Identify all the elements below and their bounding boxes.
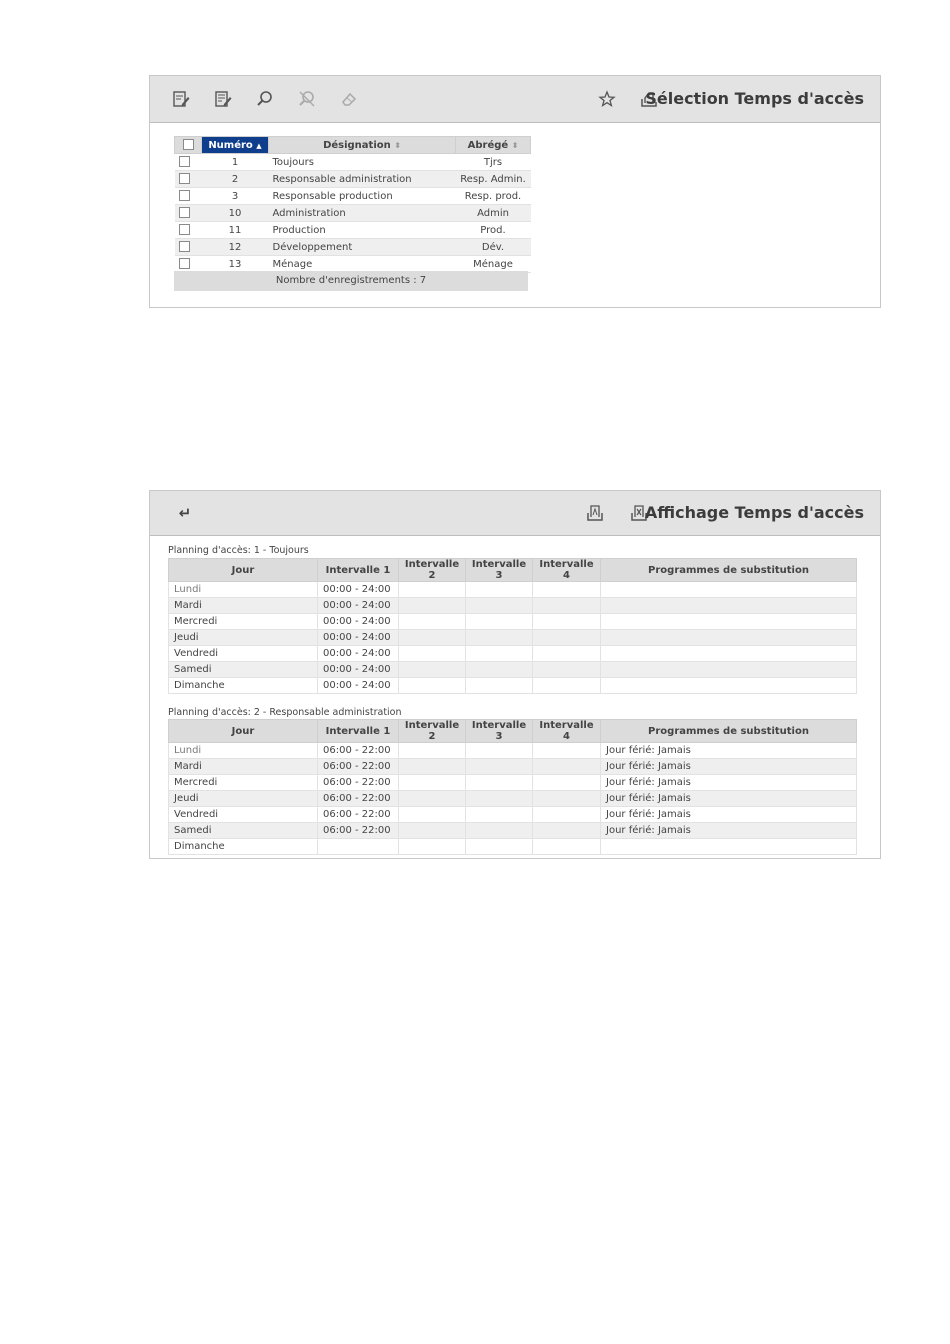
column-header-interval-4: Intervalle 4 [533, 720, 601, 743]
row-checkbox[interactable] [179, 156, 190, 167]
cell-day: Mardi [169, 598, 318, 614]
table-row[interactable] [175, 205, 531, 222]
cell-interval-4 [533, 678, 601, 694]
cell-interval-1: 00:00 - 24:00 [318, 662, 399, 678]
table-row [169, 823, 857, 839]
row-checkbox[interactable] [179, 190, 190, 201]
edit-doc-icon[interactable] [170, 88, 192, 110]
cell-interval-2 [399, 630, 466, 646]
cell-interval-3 [466, 614, 533, 630]
cell-short: Resp. prod. [456, 188, 531, 205]
column-header-interval-4: Intervalle 4 [533, 559, 601, 582]
cell-designation: Administration [269, 205, 456, 222]
cell-interval-3 [466, 775, 533, 791]
cell-interval-2 [399, 582, 466, 598]
cell-interval-2 [399, 791, 466, 807]
cell-number: 12 [202, 239, 269, 256]
table-row [169, 743, 857, 759]
cell-short: Resp. Admin. [456, 171, 531, 188]
column-header-substitution: Programmes de substitution [601, 720, 857, 743]
cell-substitution [601, 678, 857, 694]
cell-number: 13 [202, 256, 269, 273]
cell-day: Jeudi [169, 630, 318, 646]
cell-interval-1: 00:00 - 24:00 [318, 582, 399, 598]
cell-number: 2 [202, 171, 269, 188]
table-row [169, 807, 857, 823]
cell-interval-4 [533, 614, 601, 630]
column-header-designation[interactable]: Désignation ⬍ [269, 137, 456, 154]
cell-interval-4 [533, 807, 601, 823]
row-checkbox[interactable] [179, 173, 190, 184]
eraser-icon[interactable] [338, 88, 360, 110]
cell-number: 10 [202, 205, 269, 222]
cell-number: 11 [202, 222, 269, 239]
table-row[interactable] [175, 222, 531, 239]
cell-designation: Ménage [269, 256, 456, 273]
cell-interval-2 [399, 646, 466, 662]
cell-interval-3 [466, 598, 533, 614]
cell-interval-2 [399, 807, 466, 823]
cell-day: Samedi [169, 823, 318, 839]
cell-interval-3 [466, 630, 533, 646]
column-header-substitution: Programmes de substitution [601, 559, 857, 582]
cell-interval-2 [399, 678, 466, 694]
row-checkbox-cell[interactable] [175, 154, 202, 171]
table-row[interactable] [175, 188, 531, 205]
star-icon[interactable] [596, 88, 618, 110]
cell-day: Vendredi [169, 807, 318, 823]
plan-caption: Planning d'accès: 1 - Toujours [168, 545, 309, 556]
table-row [169, 678, 857, 694]
cell-day: Dimanche [169, 678, 318, 694]
cell-designation: Développement [269, 239, 456, 256]
cell-substitution: Jour férié: Jamais [601, 759, 857, 775]
cell-interval-1: 06:00 - 22:00 [318, 775, 399, 791]
cell-designation: Responsable production [269, 188, 456, 205]
table-row [169, 839, 857, 855]
selection-toolbar [150, 76, 880, 123]
column-header-interval-1: Intervalle 1 [318, 720, 399, 743]
selection-title: Sélection Temps d'accès [645, 89, 864, 108]
cell-interval-2 [399, 598, 466, 614]
column-header-interval-2: Intervalle 2 [399, 559, 466, 582]
display-title: Affichage Temps d'accès [644, 503, 864, 522]
table-row [169, 646, 857, 662]
cell-interval-1: 06:00 - 22:00 [318, 743, 399, 759]
cell-interval-2 [399, 839, 466, 855]
cell-interval-3 [466, 582, 533, 598]
back-icon[interactable]: ↵ [178, 504, 192, 522]
column-header-interval-1: Intervalle 1 [318, 559, 399, 582]
cell-substitution [601, 630, 857, 646]
cell-interval-4 [533, 582, 601, 598]
table-header-row [169, 559, 857, 582]
cell-substitution: Jour férié: Jamais [601, 807, 857, 823]
row-checkbox[interactable] [179, 258, 190, 269]
edit-list-icon[interactable] [212, 88, 234, 110]
cell-interval-1: 06:00 - 22:00 [318, 791, 399, 807]
cell-interval-3 [466, 646, 533, 662]
table-row [169, 791, 857, 807]
cell-day: Lundi [169, 743, 318, 759]
row-checkbox-cell[interactable] [175, 205, 202, 222]
access-plan-table [168, 719, 857, 855]
plan-caption: Planning d'accès: 2 - Responsable administration [168, 707, 402, 718]
table-row [169, 662, 857, 678]
cell-interval-1: 06:00 - 22:00 [318, 759, 399, 775]
cell-interval-3 [466, 662, 533, 678]
cell-interval-2 [399, 743, 466, 759]
cell-interval-4 [533, 646, 601, 662]
table-row [169, 582, 857, 598]
selection-table [174, 136, 531, 273]
cell-day: Mercredi [169, 614, 318, 630]
table-row [169, 598, 857, 614]
cell-interval-2 [399, 823, 466, 839]
select-all-checkbox-cell[interactable] [175, 137, 202, 154]
cell-day: Mardi [169, 759, 318, 775]
cell-substitution: Jour férié: Jamais [601, 743, 857, 759]
cell-day: Vendredi [169, 646, 318, 662]
display-toolbar [150, 491, 880, 536]
table-row[interactable] [175, 239, 531, 256]
cell-interval-1: 06:00 - 22:00 [318, 807, 399, 823]
table-header-row [169, 720, 857, 743]
cell-interval-4 [533, 823, 601, 839]
cell-interval-1 [318, 839, 399, 855]
cell-interval-4 [533, 775, 601, 791]
table-row [169, 759, 857, 775]
column-header-day: Jour [169, 720, 318, 743]
column-header-number[interactable]: Numéro ▲ [202, 137, 269, 154]
cell-day: Mercredi [169, 775, 318, 791]
cell-substitution [601, 839, 857, 855]
cell-designation: Responsable administration [269, 171, 456, 188]
cell-substitution: Jour férié: Jamais [601, 823, 857, 839]
cell-interval-2 [399, 759, 466, 775]
cell-interval-4 [533, 839, 601, 855]
cell-interval-1: 00:00 - 24:00 [318, 646, 399, 662]
row-checkbox-cell[interactable] [175, 222, 202, 239]
cell-day: Lundi [169, 582, 318, 598]
row-checkbox-cell[interactable] [175, 239, 202, 256]
cell-interval-1: 00:00 - 24:00 [318, 614, 399, 630]
table-row [169, 614, 857, 630]
cell-interval-4 [533, 598, 601, 614]
cell-short: Tjrs [456, 154, 531, 171]
cell-number: 3 [202, 188, 269, 205]
cell-designation: Toujours [269, 154, 456, 171]
sort-asc-icon: ▲ [256, 141, 262, 150]
column-header-short[interactable]: Abrégé ⬍ [456, 137, 531, 154]
row-checkbox-cell[interactable] [175, 256, 202, 273]
cell-interval-2 [399, 614, 466, 630]
cell-interval-1: 00:00 - 24:00 [318, 630, 399, 646]
cell-substitution [601, 598, 857, 614]
record-count: Nombre d'enregistrements : 7 [174, 271, 528, 291]
column-header-interval-3: Intervalle 3 [466, 720, 533, 743]
cell-interval-4 [533, 791, 601, 807]
access-plan-table [168, 558, 857, 694]
display-panel [149, 490, 881, 859]
selection-panel [149, 75, 881, 308]
cell-short: Admin [456, 205, 531, 222]
cell-interval-4 [533, 630, 601, 646]
cell-interval-4 [533, 662, 601, 678]
cell-designation: Production [269, 222, 456, 239]
cell-interval-4 [533, 759, 601, 775]
table-row[interactable] [175, 154, 531, 171]
cell-number: 1 [202, 154, 269, 171]
table-row [169, 775, 857, 791]
cell-substitution: Jour férié: Jamais [601, 791, 857, 807]
row-checkbox[interactable] [179, 224, 190, 235]
sort-icon: ⬍ [511, 140, 519, 150]
search-icon[interactable] [254, 88, 276, 110]
column-header-interval-3: Intervalle 3 [466, 559, 533, 582]
column-header-day: Jour [169, 559, 318, 582]
select-all-checkbox[interactable] [183, 139, 194, 150]
table-row [169, 630, 857, 646]
table-row[interactable] [175, 171, 531, 188]
cell-substitution: Jour férié: Jamais [601, 775, 857, 791]
cell-interval-2 [399, 775, 466, 791]
sort-icon: ⬍ [394, 140, 401, 150]
cell-substitution [601, 646, 857, 662]
cell-short: Prod. [456, 222, 531, 239]
cell-interval-4 [533, 743, 601, 759]
row-checkbox[interactable] [179, 241, 190, 252]
row-checkbox-cell[interactable] [175, 188, 202, 205]
cell-interval-1: 00:00 - 24:00 [318, 678, 399, 694]
cell-substitution [601, 582, 857, 598]
cell-interval-3 [466, 791, 533, 807]
cell-substitution [601, 614, 857, 630]
table-header-row [175, 137, 531, 154]
cell-interval-3 [466, 807, 533, 823]
cell-day: Samedi [169, 662, 318, 678]
cell-interval-3 [466, 839, 533, 855]
cell-interval-3 [466, 823, 533, 839]
row-checkbox-cell[interactable] [175, 171, 202, 188]
column-header-interval-2: Intervalle 2 [399, 720, 466, 743]
cell-interval-1: 06:00 - 22:00 [318, 823, 399, 839]
pdf-export-icon[interactable] [584, 502, 606, 524]
search-off-icon[interactable] [296, 88, 318, 110]
cell-interval-3 [466, 759, 533, 775]
cell-short: Ménage [456, 256, 531, 273]
cell-interval-3 [466, 678, 533, 694]
table-row[interactable] [175, 256, 531, 273]
cell-day: Dimanche [169, 839, 318, 855]
cell-day: Jeudi [169, 791, 318, 807]
cell-interval-3 [466, 743, 533, 759]
cell-interval-2 [399, 662, 466, 678]
cell-interval-1: 00:00 - 24:00 [318, 598, 399, 614]
cell-short: Dév. [456, 239, 531, 256]
row-checkbox[interactable] [179, 207, 190, 218]
cell-substitution [601, 662, 857, 678]
